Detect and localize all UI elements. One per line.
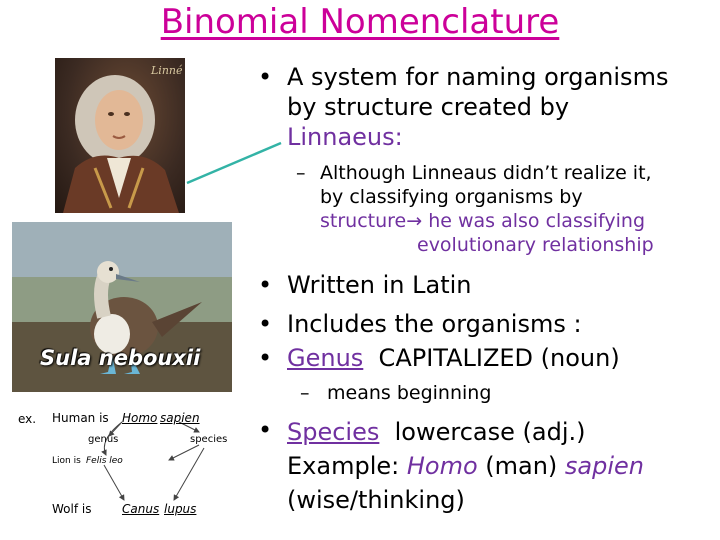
diagram-genus: genus xyxy=(88,434,119,445)
bullet-2-marker: • xyxy=(258,271,273,299)
portrait-signature: Linné xyxy=(151,64,183,77)
sub-bullet-1-line-3 xyxy=(320,209,716,233)
species-label: Species xyxy=(287,418,380,446)
bullet-4-marker: • xyxy=(258,344,273,372)
diagram-canus: Canus xyxy=(122,502,160,516)
bullet-5-line-3: (wise/thinking) xyxy=(287,486,465,514)
page-title: Binomial Nomenclature xyxy=(160,2,560,42)
sub-bullet-1-line-4: evolutionary relationship xyxy=(417,234,654,256)
sub-bullet-4-marker: – xyxy=(300,382,310,404)
diagram-sapien: sapien xyxy=(160,411,200,425)
linnaeus-portrait xyxy=(55,58,185,213)
bullet-1 xyxy=(287,62,717,152)
bullet-4 xyxy=(287,343,620,373)
homo-text: Homo xyxy=(406,452,478,480)
bullet-5-line-2 xyxy=(287,449,717,483)
diagram-felis-leo: Felis leo xyxy=(86,456,123,466)
genus-description: CAPITALIZED (noun) xyxy=(363,344,620,372)
diagram-lion-is: Lion is xyxy=(52,456,81,466)
naming-diagram xyxy=(14,400,234,530)
bullet-1-marker: • xyxy=(258,63,273,91)
structure-text: structure xyxy=(320,210,407,232)
sub-bullet-1-marker: – xyxy=(296,162,306,184)
bullet-1-line-1: A system for naming organisms xyxy=(287,63,669,91)
classifying-text: he was also classifying xyxy=(422,210,645,232)
connector-line xyxy=(185,135,295,190)
blue-footed-booby-photo xyxy=(12,222,232,392)
diagram-ex: ex. xyxy=(18,412,37,426)
sub-bullet-1 xyxy=(320,161,716,257)
species-description: lowercase (adj.) xyxy=(379,418,586,446)
diagram-species: species xyxy=(190,434,228,445)
genus-label: Genus xyxy=(287,344,364,372)
bullet-5 xyxy=(287,415,717,517)
bullet-3: Includes the organisms : xyxy=(287,310,582,338)
example-prefix: Example: xyxy=(287,452,407,480)
portrait-illustration xyxy=(55,58,185,213)
sub-bullet-1-line-2: by classifying organisms by xyxy=(320,186,583,208)
linnaeus-label: Linnaeus: xyxy=(287,123,403,151)
arrow-right-icon: → xyxy=(406,210,423,232)
bullet-3-marker: • xyxy=(258,310,273,338)
bird-caption: Sula nebouxii xyxy=(40,346,201,370)
sub-bullet-1-line-1: Although Linneaus didn’t realize it, xyxy=(320,162,652,184)
sub-bullet-4: means beginning xyxy=(327,382,492,404)
man-text: (man) xyxy=(477,452,565,480)
diagram-wolf-is: Wolf is xyxy=(52,502,92,516)
bullet-2: Written in Latin xyxy=(287,271,472,299)
diagram-human-is: Human is xyxy=(52,411,109,425)
diagram-lupus: lupus xyxy=(164,502,197,516)
diagram-homo: Homo xyxy=(122,411,158,425)
bullet-5-line-1 xyxy=(287,415,717,449)
bullet-5-marker: • xyxy=(258,416,273,444)
sapien-text: sapien xyxy=(564,452,645,480)
bullet-1-line-2: by structure created by xyxy=(287,93,570,121)
